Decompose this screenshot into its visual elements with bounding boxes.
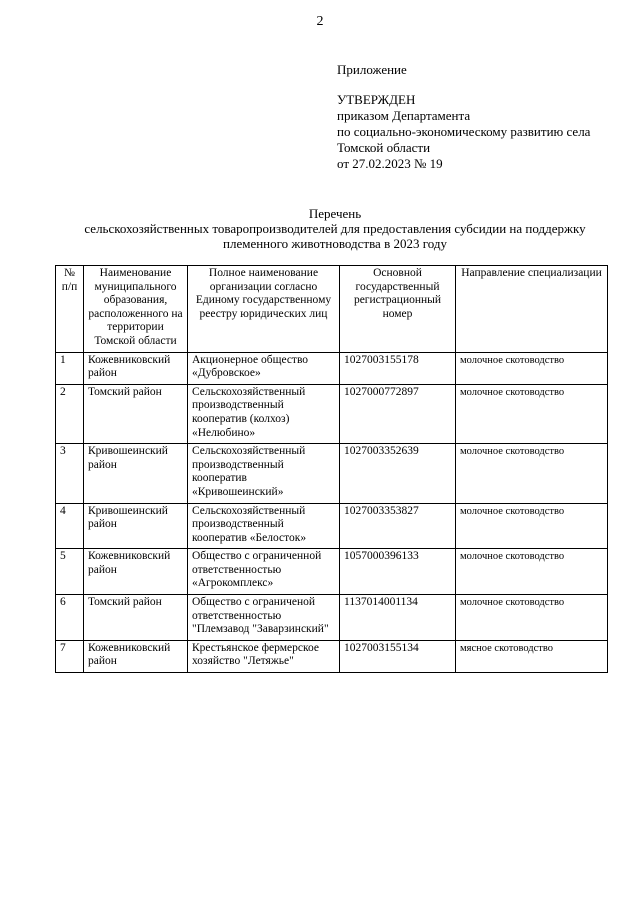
cell-num: 7 <box>56 640 84 672</box>
cell-spec: молочное скотоводство <box>456 384 608 443</box>
table-row <box>56 384 608 443</box>
cell-org: Общество с ограниченой ответственностью "Племзавод "Заварзинский" <box>188 595 340 641</box>
cell-district: Кожевниковский район <box>84 549 188 595</box>
table-row <box>56 640 608 672</box>
cell-num: 2 <box>56 384 84 443</box>
cell-num: 4 <box>56 503 84 549</box>
cell-district: Кривошеинский район <box>84 503 188 549</box>
cell-spec: молочное скотоводство <box>456 549 608 595</box>
approved-label: УТВЕРЖДЕН <box>337 92 416 107</box>
cell-org: Сельскохозяйственный производственный кооператив «Белосток» <box>188 503 340 549</box>
cell-org: Крестьянское фермерское хозяйство "Летяжье" <box>188 640 340 672</box>
cell-spec: молочное скотоводство <box>456 444 608 503</box>
cell-num: 5 <box>56 549 84 595</box>
approval-line-2: по социально-экономическому развитию села <box>337 124 591 139</box>
cell-num: 6 <box>56 595 84 641</box>
table-header-row <box>56 266 608 353</box>
cell-district: Кожевниковский район <box>84 352 188 384</box>
cell-num: 1 <box>56 352 84 384</box>
approval-line-1: приказом Департамента <box>337 108 471 123</box>
cell-district: Кожевниковский район <box>84 640 188 672</box>
header-org: Полное наименование организации согласно Единому государственному реестру юридических лиц <box>188 266 340 353</box>
list-title-line-1: Перечень <box>308 206 362 221</box>
cell-spec: мясное скотоводство <box>456 640 608 672</box>
cell-ogrn: 1057000396133 <box>340 549 456 595</box>
cell-spec: молочное скотоводство <box>456 352 608 384</box>
header-district: Наименование муниципального образования, расположенного на территории Томской области <box>84 266 188 353</box>
approval-line-4: от 27.02.2023 № 19 <box>337 156 443 171</box>
page-number: 2 <box>316 14 324 29</box>
cell-ogrn: 1027000772897 <box>340 384 456 443</box>
cell-district: Томский район <box>84 595 188 641</box>
table-row <box>56 503 608 549</box>
list-title-line-3: племенного животноводства в 2023 году <box>223 236 447 251</box>
cell-district: Томский район <box>84 384 188 443</box>
table-row <box>56 444 608 503</box>
cell-district: Кривошеинский район <box>84 444 188 503</box>
cell-ogrn: 1027003155134 <box>340 640 456 672</box>
list-title <box>50 206 620 251</box>
cell-ogrn: 1027003353827 <box>340 503 456 549</box>
cell-ogrn: 1137014001134 <box>340 595 456 641</box>
appendix-label: Приложение <box>337 62 407 77</box>
cell-org: Общество с ограниченной ответственностью «Агрокомплекс» <box>188 549 340 595</box>
cell-spec: молочное скотоводство <box>456 503 608 549</box>
table-row <box>56 595 608 641</box>
approval-block <box>337 62 590 172</box>
header-spec: Направление специализации <box>456 266 608 353</box>
header-ogrn: Основной государственный регистрационный номер <box>340 266 456 353</box>
cell-org: Сельскохозяйственный производственный кооператив (колхоз) «Нелюбино» <box>188 384 340 443</box>
list-title-line-2: сельскохозяйственных товаропроизводителей для предоставления субсидии на поддержку <box>84 221 586 236</box>
cell-org: Акционерное общество «Дубровское» <box>188 352 340 384</box>
approval-line-3: Томской области <box>337 140 431 155</box>
cell-org: Сельскохозяйственный производственный кооператив «Кривошеинский» <box>188 444 340 503</box>
cell-ogrn: 1027003352639 <box>340 444 456 503</box>
producers-table <box>55 265 608 673</box>
cell-num: 3 <box>56 444 84 503</box>
table-row <box>56 352 608 384</box>
cell-ogrn: 1027003155178 <box>340 352 456 384</box>
table-row <box>56 549 608 595</box>
header-num: № п/п <box>56 266 84 353</box>
cell-spec: молочное скотоводство <box>456 595 608 641</box>
